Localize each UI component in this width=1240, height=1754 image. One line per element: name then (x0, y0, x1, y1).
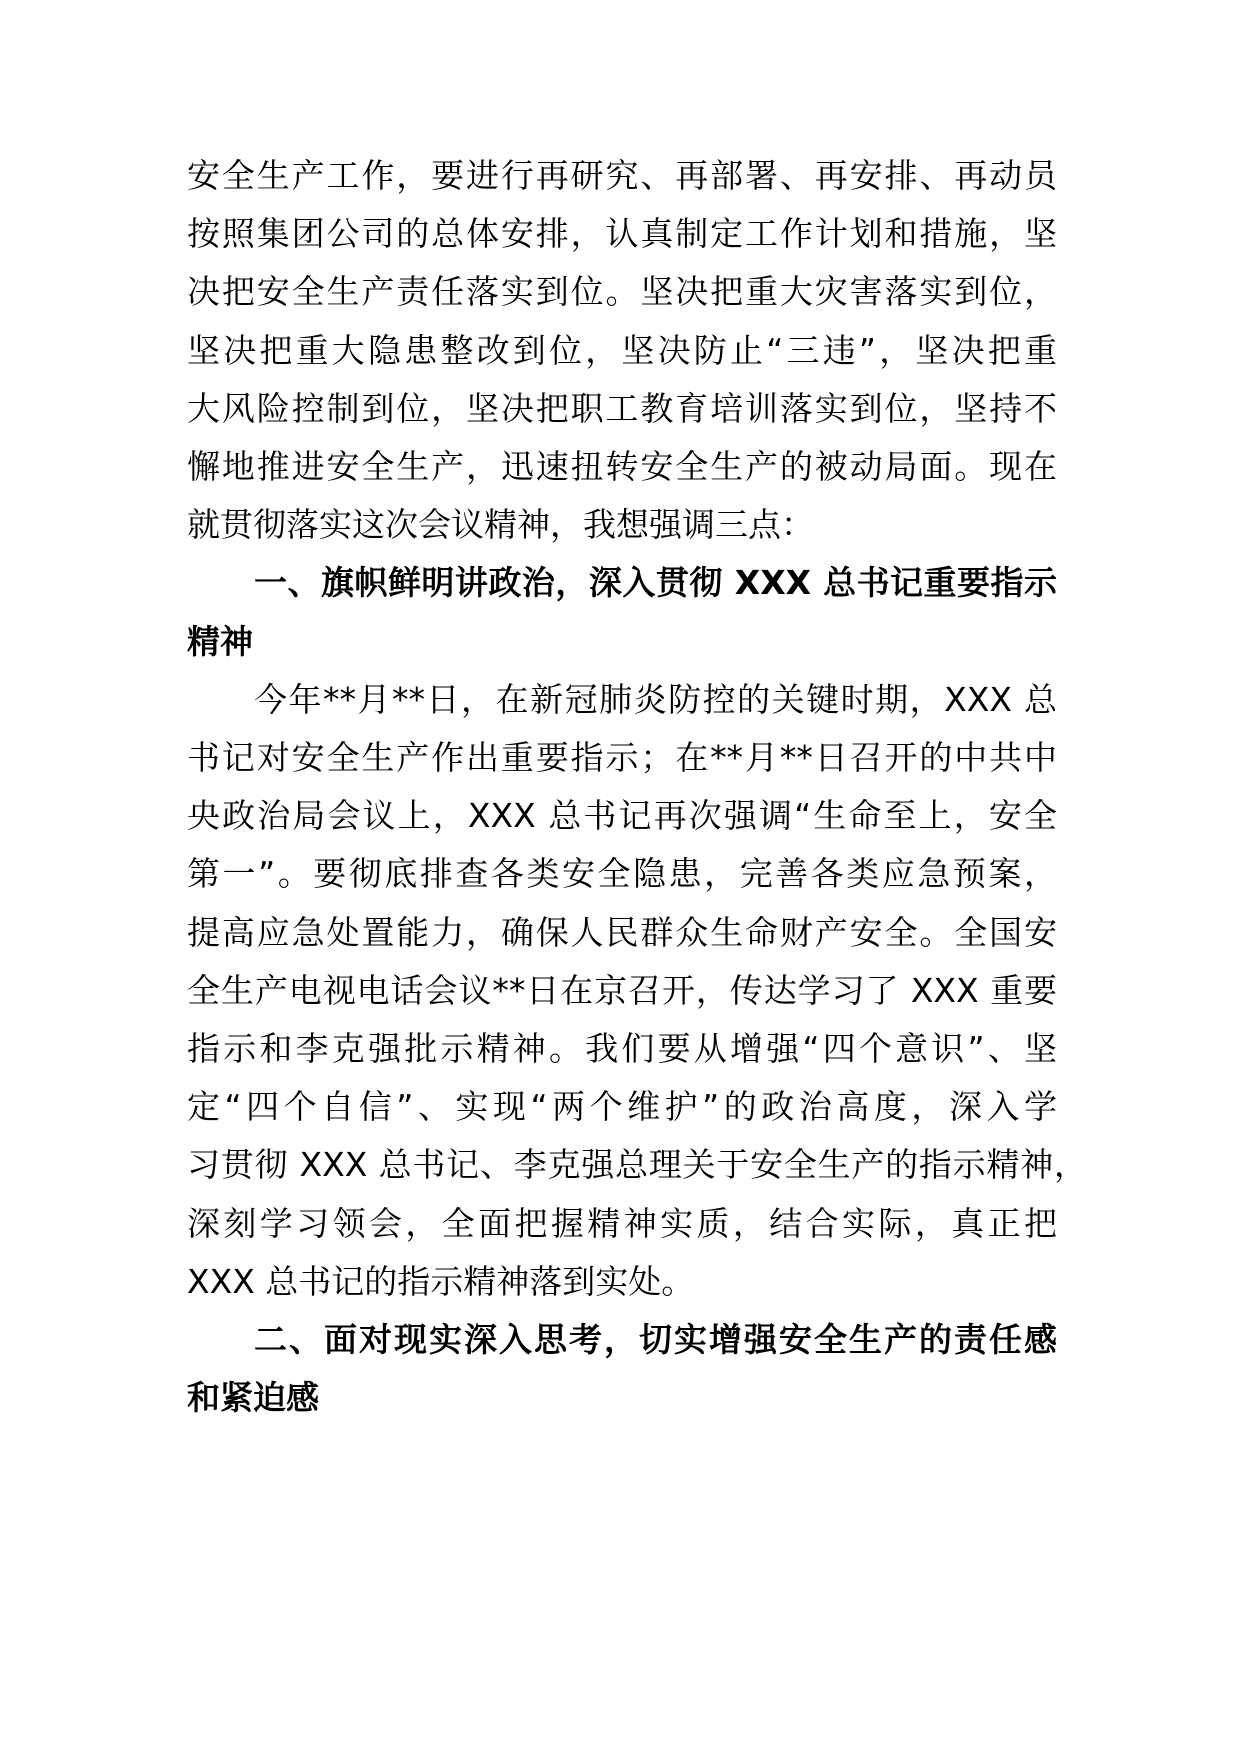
body-line: 今年**月**日，在新冠肺炎防控的关键时期，XXX 总 (254, 680, 1057, 719)
body-line: 指示和李克强批示精神。我们要从增强“四个意识”、坚 (187, 1029, 1057, 1068)
body-line: 大风险控制到位，坚决把职工教育培训落实到位，坚持不 (187, 389, 1057, 428)
body-line: XXX 总书记的指示精神落到实处。 (187, 1262, 695, 1301)
body-line: 懈地推进安全生产，迅速扭转安全生产的被动局面。现在 (187, 447, 1057, 486)
body-line: 书记对安全生产作出重要指示；在**月**日召开的中共中 (187, 738, 1057, 777)
body-line: 习贯彻 XXX 总书记、李克强总理关于安全生产的指示精神， (187, 1145, 1087, 1184)
body-line: 深刻学习领会，全面把握精神实质，结合实际，真正把 (187, 1204, 1057, 1243)
body-line: 就贯彻落实这次会议精神，我想强调三点： (187, 505, 814, 544)
body-line: 定“四个自信”、实现“两个维护”的政治高度，深入学 (187, 1087, 1057, 1126)
body-line: 决把安全生产责任落实到位。坚决把重大灾害落实到位， (187, 272, 1057, 311)
body-line: 提高应急处置能力，确保人民群众生命财产安全。全国安 (187, 913, 1057, 952)
section-heading-2: 二、面对现实深入思考，切实增强安全生产的责任感 (254, 1320, 1057, 1359)
body-line: 按照集团公司的总体安排，认真制定工作计划和措施，坚 (187, 214, 1057, 253)
body-line: 坚决把重大隐患整改到位，坚决防止“三违”，坚决把重 (187, 331, 1057, 370)
section-heading-1-cont: 精神 (187, 622, 253, 661)
body-line: 安全生产工作，要进行再研究、再部署、再安排、再动员 (187, 156, 1057, 195)
section-heading-1: 一、旗帜鲜明讲政治，深入贯彻 XXX 总书记重要指示 (254, 563, 1057, 602)
body-line: 央政治局会议上，XXX 总书记再次强调“生命至上，安全 (187, 796, 1057, 835)
body-line: 第一”。要彻底排查各类安全隐患，完善各类应急预案， (187, 854, 1057, 893)
section-heading-2-cont: 和紧迫感 (187, 1378, 319, 1417)
body-line: 全生产电视电话会议**日在京召开，传达学习了 XXX 重要 (187, 971, 1057, 1010)
